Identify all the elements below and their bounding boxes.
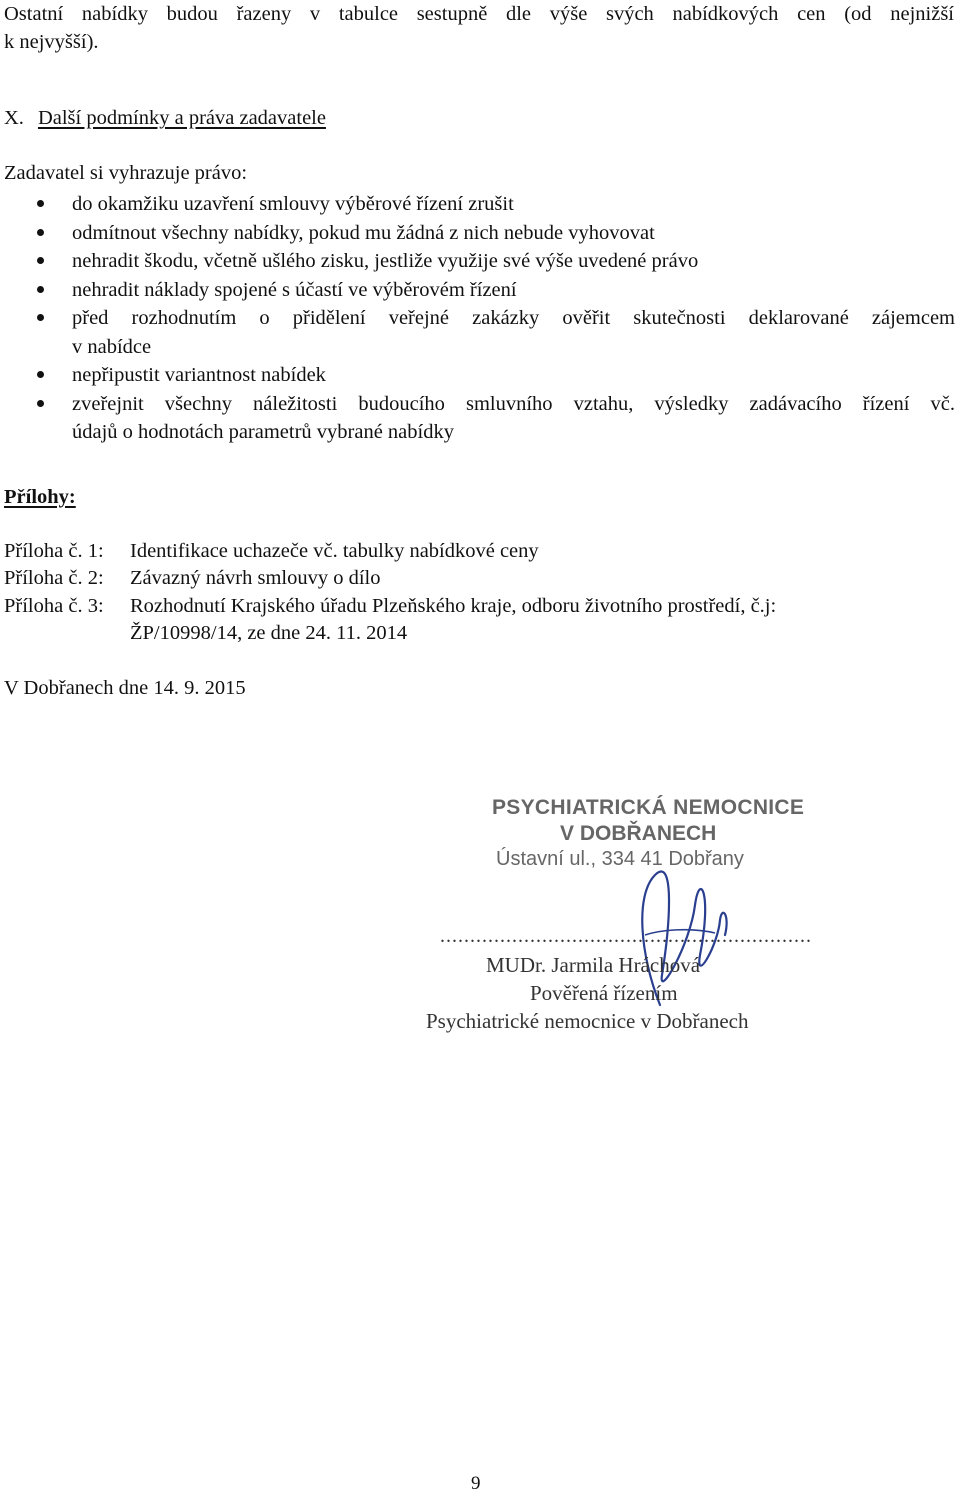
signatory-role: Pověřená řízením bbox=[530, 981, 678, 1005]
attachment-text: Identifikace uchazeče vč. tabulky nabídkové ceny bbox=[130, 540, 539, 562]
place-date: V Dobřanech dne 14. 9. 2015 bbox=[4, 677, 246, 699]
signatory-organization: Psychiatrické nemocnice v Dobřanech bbox=[426, 1009, 749, 1033]
stamp-line-1: PSYCHIATRICKÁ NEMOCNICE bbox=[492, 796, 805, 819]
section-heading bbox=[4, 107, 326, 130]
attachment-3-continuation: ŽP/10998/14, ze dne 24. 11. 2014 bbox=[130, 622, 408, 644]
intro-line-1: Ostatní nabídky budou řazeny v tabulce sestupně dle výše svých nabídkových cen (od nejnižší bbox=[4, 3, 954, 25]
attachment-text: Závazný návrh smlouvy o dílo bbox=[130, 567, 381, 589]
bullet-icon bbox=[37, 286, 44, 293]
list-item: nehradit škodu, včetně ušlého zisku, jestliže využije své výše uvedené právo bbox=[0, 247, 955, 276]
list-item: odmítnout všechny nabídky, pokud mu žádná z nich nebude vyhovovat bbox=[0, 219, 955, 248]
list-item: nepřipustit variantnost nabídek bbox=[0, 361, 955, 390]
page-number: 9 bbox=[471, 1473, 481, 1494]
stamp-line-2: V DOBŘANECH bbox=[560, 822, 717, 845]
official-stamp bbox=[420, 790, 820, 1050]
rights-list bbox=[0, 190, 955, 447]
attachments-heading: Přílohy: bbox=[4, 486, 76, 508]
list-item: do okamžiku uzavření smlouvy výběrové řízení zrušit bbox=[0, 190, 955, 219]
bullet-icon bbox=[37, 257, 44, 264]
bullet-icon bbox=[37, 371, 44, 378]
attachment-label: Příloha č. 2: bbox=[4, 567, 104, 589]
section-title: Další podmínky a práva zadavatele bbox=[37, 107, 326, 129]
bullet-icon bbox=[37, 200, 44, 207]
attachment-label: Příloha č. 3: bbox=[4, 595, 104, 617]
list-item: před rozhodnutím o přidělení veřejné zakázky ověřit skutečnosti deklarované zájemcem v nabídce bbox=[0, 304, 955, 361]
bullet-icon bbox=[37, 229, 44, 236]
attachment-row bbox=[4, 567, 381, 590]
bullet-icon bbox=[37, 400, 44, 407]
intro-paragraph bbox=[4, 0, 954, 56]
signature-dots: .............................................................. bbox=[440, 925, 812, 947]
attachment-row bbox=[4, 595, 776, 618]
intro-line-2: k nejvyšší). bbox=[4, 31, 99, 53]
signatory-name: MUDr. Jarmila Hráchová bbox=[486, 953, 701, 977]
list-item: nehradit náklady spojené s účastí ve výběrovém řízení bbox=[0, 276, 955, 305]
stamp-line-3: Ústavní ul., 334 41 Dobřany bbox=[496, 848, 744, 870]
attachment-row bbox=[4, 540, 539, 563]
bullet-icon bbox=[37, 314, 44, 321]
section-number: X. bbox=[4, 107, 24, 129]
attachment-text: Rozhodnutí Krajského úřadu Plzeňského kraje, odboru životního prostředí, č.j: bbox=[130, 595, 777, 617]
rights-intro: Zadavatel si vyhrazuje právo: bbox=[4, 162, 248, 184]
attachment-label: Příloha č. 1: bbox=[4, 540, 104, 562]
list-item: zveřejnit všechny náležitosti budoucího smluvního vztahu, výsledky zadávacího řízení vč. údajů o hodnotách parametrů vybrané nabídky bbox=[0, 390, 955, 447]
